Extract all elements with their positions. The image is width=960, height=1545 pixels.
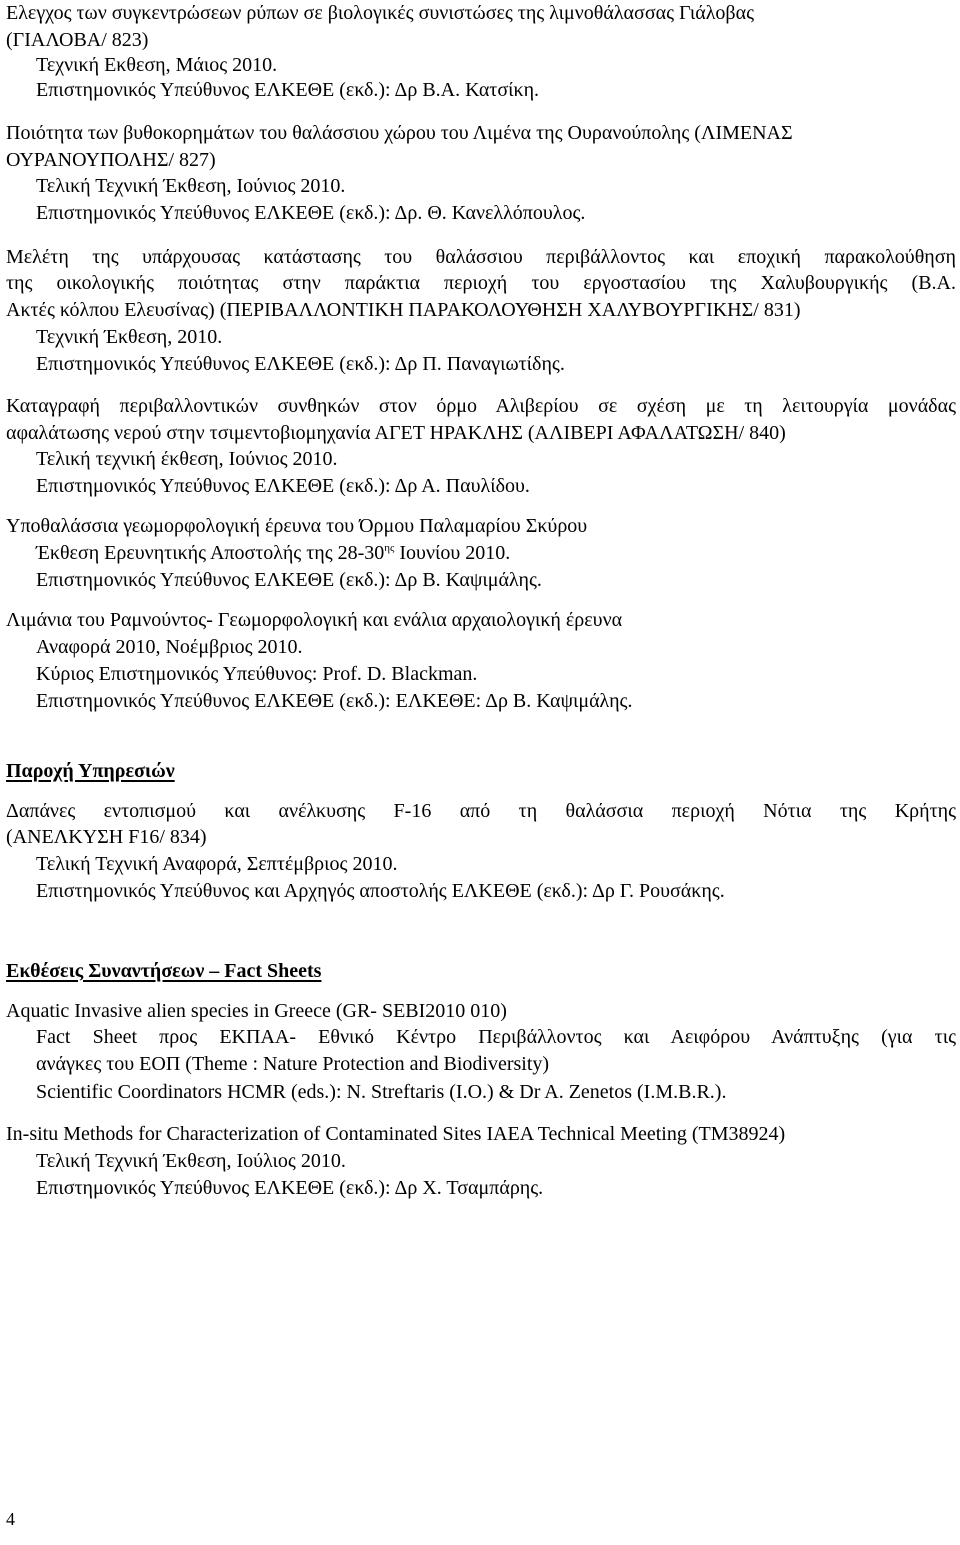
entry-5-report-superscript: ης xyxy=(384,542,395,554)
entry-2-title-line-2: ΟΥΡΑΝΟΥΠΟΛΗΣ/ 827) xyxy=(6,149,216,171)
fact-sheet-2-report: Τελική Τεχνική Έκθεση, Ιούλιος 2010. xyxy=(36,1150,346,1172)
fact-sheet-1-line-2: Fact Sheet προς ΕΚΠΑΑ- Εθνικό Κέντρο Περιβάλλοντος και Αειφόρου Ανάπτυξης (για τις xyxy=(36,1026,956,1048)
entry-3-title-line-3: Ακτές κόλπου Ελευσίνας) (ΠΕΡΙΒΑΛΛΟΝΤΙΚΗ ΠΑΡΑΚΟΛΟΥΘΗΣΗ ΧΑΛΥΒΟΥΡΓΙΚΗΣ/ 831) xyxy=(6,299,801,321)
entry-6-principal: Κύριος Επιστημονικός Υπεύθυνος: Prof. D. Blackman. xyxy=(36,663,478,685)
entry-1-title-line-2: (ΓΙΑΛΟΒΑ/ 823) xyxy=(6,29,149,51)
entry-5-report-text-end: Ιουνίου 2010. xyxy=(394,542,511,564)
entry-5-report-text: Έκθεση Ερευνητικής Αποστολής της 28-30 xyxy=(36,542,385,564)
fact-sheet-2-responsible: Επιστημονικός Υπεύθυνος ΕΛΚΕΘΕ (εκδ.): Δρ Χ. Τσαμπάρης. xyxy=(36,1177,544,1199)
entry-5-report xyxy=(36,541,510,566)
entry-6-responsible: Επιστημονικός Υπεύθυνος ΕΛΚΕΘΕ (εκδ.): ΕΛΚΕΘΕ: Δρ Β. Καψιμάλης. xyxy=(36,690,633,712)
services-title-line-2: (ΑΝΕΛΚΥΣΗ F16/ 834) xyxy=(6,826,207,848)
entry-2-report: Τελική Τεχνική Έκθεση, Ιούνιος 2010. xyxy=(36,175,346,197)
entry-2-title-line-1: Ποιότητα των βυθοκορημάτων του θαλάσσιου χώρου του Λιμένα της Ουρανούπολης (ΛΙΜΕΝΑΣ xyxy=(6,122,793,144)
services-report: Τελική Τεχνική Αναφορά, Σεπτέμβριος 2010. xyxy=(36,853,398,875)
entry-5-title-line-1: Υποθαλάσσια γεωμορφολογική έρευνα του Όρμου Παλαμαρίου Σκύρου xyxy=(6,515,588,537)
entry-1-title-line-1: Ελεγχος των συγκεντρώσεων ρύπων σε βιολογικές συνιστώσες της λιμνοθάλασσας Γιάλοβας xyxy=(6,2,754,24)
page-number: 4 xyxy=(6,1509,15,1529)
entry-6-report: Αναφορά 2010, Νοέμβριος 2010. xyxy=(36,636,303,658)
services-responsible: Επιστημονικός Υπεύθυνος και Αρχηγός αποστολής ΕΛΚΕΘΕ (εκδ.): Δρ Γ. Ρουσάκης. xyxy=(36,880,725,902)
fact-sheet-1-line-4: Scientific Coordinators HCMR (eds.): N. Streftaris (I.O.) & Dr A. Zenetos (I.M.B.R.). xyxy=(36,1081,727,1103)
entry-4-title-line-1: Καταγραφή περιβαλλοντικών συνθηκών στον όρμο Αλιβερίου σε σχέση με τη λειτουργία μονάδας xyxy=(6,395,956,417)
entry-4-report: Τελική τεχνική έκθεση, Ιούνιος 2010. xyxy=(36,448,338,470)
entry-1-responsible: Επιστημονικός Υπεύθυνος ΕΛΚΕΘΕ (εκδ.): Δρ Β.Α. Κατσίκη. xyxy=(36,79,540,101)
entry-1-report: Τεχνική Εκθεση, Μάιος 2010. xyxy=(36,54,278,76)
entry-4-responsible: Επιστημονικός Υπεύθυνος ΕΛΚΕΘΕ (εκδ.): Δρ Α. Παυλίδου. xyxy=(36,475,530,497)
entry-5-responsible: Επιστημονικός Υπεύθυνος ΕΛΚΕΘΕ (εκδ.): Δρ Β. Καψιμάλης. xyxy=(36,569,542,591)
fact-sheet-1-title: Aquatic Invasive alien species in Greece (GR- SEBI2010 010) xyxy=(6,1000,507,1022)
entry-3-title-line-1: Μελέτη της υπάρχουσας κατάστασης του θαλάσσιου περιβάλλοντος και εποχική παρακολούθηση xyxy=(6,246,956,268)
fact-sheets-heading: Εκθέσεις Συναντήσεων – Fact Sheets xyxy=(6,960,322,982)
entry-2-responsible: Επιστημονικός Υπεύθυνος ΕΛΚΕΘΕ (εκδ.): Δρ. Θ. Κανελλόπουλος. xyxy=(36,202,586,224)
entry-3-report: Τεχνική Έκθεση, 2010. xyxy=(36,326,223,348)
entry-3-responsible: Επιστημονικός Υπεύθυνος ΕΛΚΕΘΕ (εκδ.): Δρ Π. Παναγιωτίδης. xyxy=(36,353,565,375)
fact-sheet-2-title: In-situ Methods for Characterization of Contaminated Sites IAEA Technical Meeting (TM38924) xyxy=(6,1123,786,1145)
entry-4-title-line-2: αφαλάτωσης νερού στην τσιμεντοβιομηχανία ΑΓΕΤ ΗΡΑΚΛΗΣ (ΑΛΙΒΕΡΙ ΑΦΑΛΑΤΩΣΗ/ 840) xyxy=(6,422,786,444)
services-heading: Παροχή Υπηρεσιών xyxy=(6,760,175,782)
entry-6-title-line-1: Λιμάνια του Ραμνούντος- Γεωμορφολογική και ενάλια αρχαιολογική έρευνα xyxy=(6,609,623,631)
services-title-line-1: Δαπάνες εντοπισμού και ανέλκυσης F-16 από τη θαλάσσια περιοχή Νότια της Κρήτης xyxy=(6,800,956,822)
entry-3-title-line-2: της οικολογικής ποιότητας στην παράκτια περιοχή του εργοστασίου της Χαλυβουργικής (Β.Α. xyxy=(6,272,956,294)
fact-sheet-1-line-3: ανάγκες του ΕΟΠ (Theme : Nature Protection and Biodiversity) xyxy=(36,1053,550,1075)
